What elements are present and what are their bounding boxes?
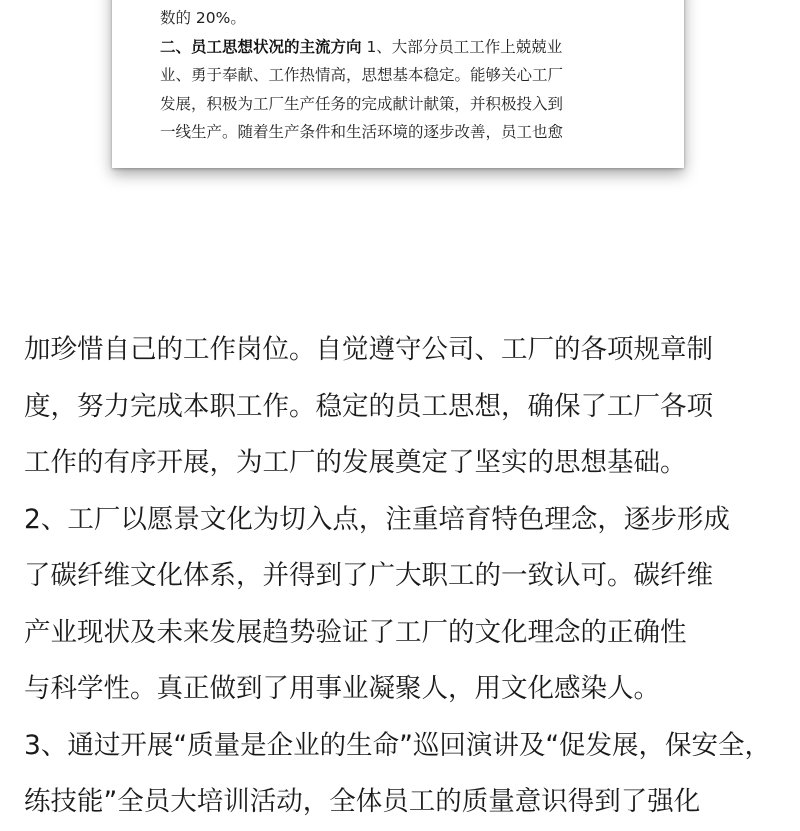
text-span: 1、大部分员工工作上兢兢业 bbox=[361, 37, 563, 56]
text-line: 发展，积极为工厂生产任务的完成献计献策，并积极投入到 bbox=[160, 94, 564, 113]
section-heading: 二、员工思想状况的主流方向 bbox=[160, 37, 362, 56]
text-line: 业、勇于奉献、工作热情高，思想基本稳定。能够关心工厂 bbox=[160, 66, 564, 84]
document-preview-card bbox=[112, 0, 684, 168]
text-line: 2、工厂以愿景文化为切入点，注重培育特色理念，逐步形成 bbox=[24, 503, 730, 535]
text-line: 了碳纤维文化体系，并得到了广大职工的一致认可。碳纤维 bbox=[24, 560, 713, 591]
text-line: 3、通过开展“质量是企业的生命”巡回演讲及“促发展，保安全， bbox=[24, 729, 772, 761]
text-line bbox=[160, 33, 650, 62]
text-line: 与科学性。真正做到了用事业凝聚人，用文化感染人。 bbox=[24, 673, 660, 704]
text-line: 度，努力完成本职工作。稳定的员工思想，确保了工厂各项 bbox=[24, 390, 713, 422]
text-line: 数的 20%。 bbox=[160, 9, 246, 27]
text-line: 一线生产。随着生产条件和生活环境的逐步改善，员工也愈 bbox=[160, 123, 564, 141]
text-line: 产业现状及未来发展趋势验证了工厂的文化理念的正确性 bbox=[24, 616, 687, 648]
document-preview-text bbox=[160, 4, 650, 147]
text-line: 加珍惜自己的工作岗位。自觉遵守公司、工厂的各项规章制 bbox=[24, 334, 713, 365]
body-paragraphs bbox=[24, 322, 794, 831]
text-line: 工作的有序开展，为工厂的发展奠定了坚实的思想基础。 bbox=[24, 447, 687, 478]
text-line: 练技能”全员大培训活动，全体员工的质量意识得到了强化 bbox=[24, 786, 701, 817]
